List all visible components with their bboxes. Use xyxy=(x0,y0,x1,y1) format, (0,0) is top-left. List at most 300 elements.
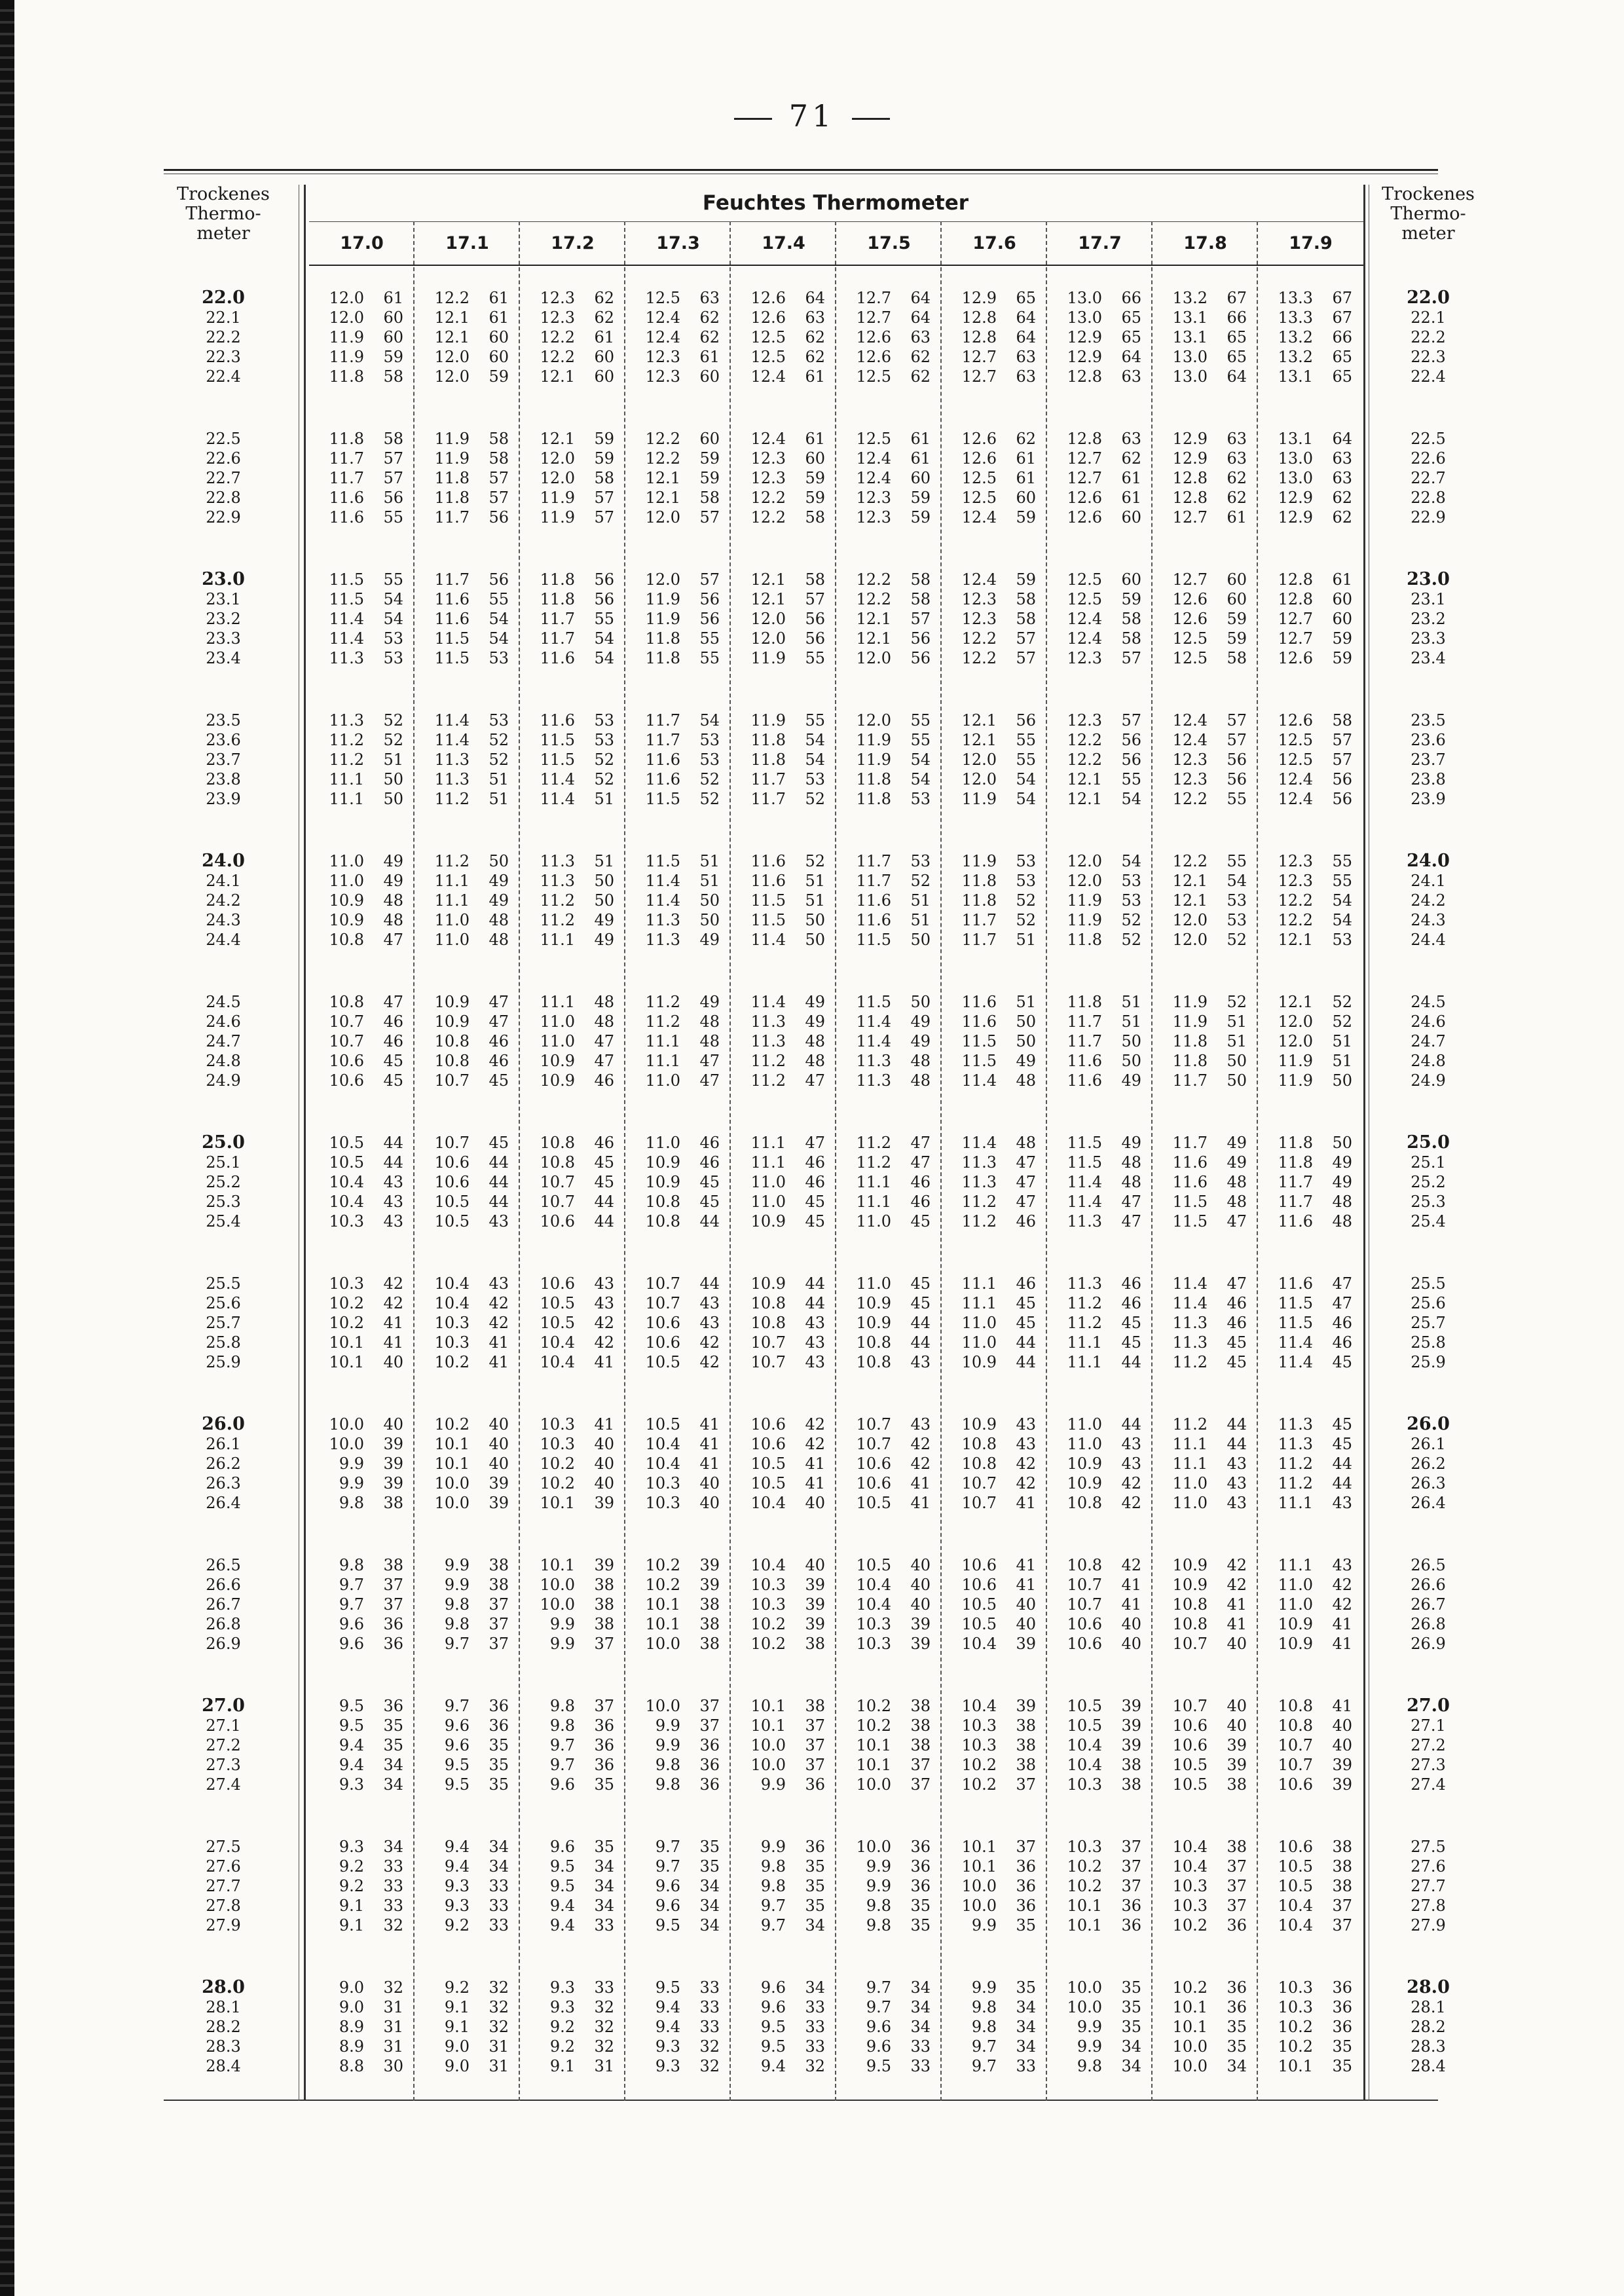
dew-point-value: 11.5 xyxy=(645,790,680,808)
relative-humidity-value: 38 xyxy=(383,1556,403,1574)
dew-point-value: 10.8 xyxy=(1278,1716,1313,1735)
dew-point-value: 10.3 xyxy=(1067,1838,1102,1856)
dew-point-value: 9.5 xyxy=(549,1877,575,1895)
dew-point-value: 12.0 xyxy=(434,348,470,366)
table-cell xyxy=(1258,488,1363,508)
dew-point-value: 12.8 xyxy=(1067,367,1102,386)
table-cell xyxy=(625,1454,731,1473)
dew-point-value: 9.2 xyxy=(339,1857,364,1876)
dew-point-value: 11.2 xyxy=(329,750,364,769)
relative-humidity-value: 35 xyxy=(1016,1916,1036,1935)
relative-humidity-value: 33 xyxy=(489,1877,509,1895)
relative-humidity-value: 42 xyxy=(1016,1474,1036,1492)
table-cell xyxy=(520,308,625,327)
table-row xyxy=(164,1634,1446,1654)
dew-point-value: 12.3 xyxy=(540,308,575,327)
dry-temperature-right: 23.3 xyxy=(1411,629,1446,648)
dew-point-value: 10.0 xyxy=(329,1415,364,1434)
dew-point-value: 11.5 xyxy=(1172,1193,1208,1211)
relative-humidity-value: 63 xyxy=(1227,430,1247,448)
table-cell xyxy=(836,1434,942,1454)
dew-point-value: 12.3 xyxy=(856,489,891,507)
table-cell xyxy=(731,1493,836,1513)
table-cell xyxy=(309,930,415,950)
table-cell xyxy=(1153,851,1258,871)
relative-humidity-value: 51 xyxy=(805,872,825,890)
dew-point-value: 10.7 xyxy=(1067,1576,1102,1594)
dew-point-value: 10.7 xyxy=(961,1474,997,1492)
table-cell xyxy=(520,347,625,367)
dew-point-value: 11.9 xyxy=(645,590,680,608)
dew-point-value: 11.7 xyxy=(1067,1012,1102,1031)
dew-point-value: 11.6 xyxy=(750,872,786,890)
dew-point-value: 12.4 xyxy=(750,367,786,386)
dew-point-value: 11.0 xyxy=(750,1173,786,1191)
table-row xyxy=(164,1555,1446,1575)
table-cell xyxy=(1047,1274,1153,1293)
table-cell xyxy=(942,367,1047,386)
table-cell xyxy=(1153,1313,1258,1333)
dry-temperature-right: 27.9 xyxy=(1411,1916,1446,1935)
dew-point-value: 9.2 xyxy=(444,1916,470,1935)
dew-point-value: 13.2 xyxy=(1278,348,1313,366)
table-cell xyxy=(836,1415,942,1434)
dry-temperature-left: 26.6 xyxy=(206,1576,241,1594)
relative-humidity-value: 39 xyxy=(910,1635,931,1653)
relative-humidity-value: 46 xyxy=(1332,1314,1352,1332)
relative-humidity-value: 43 xyxy=(594,1294,614,1312)
relative-humidity-value: 33 xyxy=(805,2018,825,2036)
table-cell xyxy=(731,871,836,891)
dry-temperature-left: 26.3 xyxy=(206,1474,241,1492)
relative-humidity-value: 59 xyxy=(1227,629,1247,648)
relative-humidity-value: 49 xyxy=(699,931,720,949)
relative-humidity-value: 54 xyxy=(805,731,825,749)
relative-humidity-value: 59 xyxy=(910,489,931,507)
dew-point-value: 12.4 xyxy=(1172,731,1208,749)
table-cell xyxy=(731,1978,836,1997)
dew-point-value: 12.6 xyxy=(1067,508,1102,527)
table-cell xyxy=(942,347,1047,367)
dew-point-value: 11.3 xyxy=(645,911,680,929)
table-cell xyxy=(836,1473,942,1493)
dry-temperature-right: 23.7 xyxy=(1411,750,1446,769)
relative-humidity-value: 51 xyxy=(805,891,825,910)
dew-point-value: 10.3 xyxy=(434,1314,470,1332)
dew-point-value: 11.8 xyxy=(1278,1134,1313,1152)
table-cell xyxy=(625,930,731,950)
relative-humidity-value: 36 xyxy=(489,1716,509,1735)
dew-point-value: 11.0 xyxy=(856,1212,891,1231)
relative-humidity-value: 47 xyxy=(1332,1294,1352,1312)
relative-humidity-value: 36 xyxy=(1332,1978,1352,1997)
table-cell xyxy=(1047,1896,1153,1916)
dew-point-value: 12.9 xyxy=(961,289,997,307)
table-cell xyxy=(1258,1352,1363,1372)
relative-humidity-value: 53 xyxy=(594,731,614,749)
table-cell xyxy=(1153,1696,1258,1716)
table-cell xyxy=(1258,1876,1363,1896)
relative-humidity-value: 52 xyxy=(1016,891,1036,910)
table-cell xyxy=(1047,711,1153,730)
table-cell xyxy=(1258,2037,1363,2056)
dew-point-value: 13.0 xyxy=(1067,289,1102,307)
table-row xyxy=(164,1595,1446,1614)
dew-point-value: 11.9 xyxy=(961,790,997,808)
table-cell xyxy=(309,1575,415,1595)
dew-point-value: 12.4 xyxy=(750,430,786,448)
table-cell xyxy=(520,1696,625,1716)
table-cell xyxy=(1047,1031,1153,1051)
dew-point-value: 12.2 xyxy=(961,629,997,648)
dew-point-value: 11.9 xyxy=(856,731,891,749)
table-cell xyxy=(625,1415,731,1434)
table-cell xyxy=(309,891,415,910)
table-cell xyxy=(1047,1051,1153,1071)
table-cell xyxy=(309,1493,415,1513)
table-cell xyxy=(1047,1415,1153,1434)
dew-point-value: 10.6 xyxy=(856,1454,891,1473)
dew-point-value: 10.6 xyxy=(329,1071,364,1090)
table-cell xyxy=(625,1133,731,1153)
relative-humidity-value: 54 xyxy=(910,770,931,788)
dew-point-value: 11.1 xyxy=(856,1173,891,1191)
relative-humidity-value: 50 xyxy=(1227,1071,1247,1090)
dew-point-value: 11.6 xyxy=(540,649,575,667)
dew-point-value: 11.6 xyxy=(1172,1173,1208,1191)
relative-humidity-value: 47 xyxy=(805,1071,825,1090)
dew-point-value: 9.8 xyxy=(339,1556,364,1574)
relative-humidity-value: 40 xyxy=(594,1454,614,1473)
table-cell xyxy=(1153,1172,1258,1192)
dew-point-value: 10.8 xyxy=(329,993,364,1011)
table-cell xyxy=(625,629,731,648)
dew-point-value: 11.4 xyxy=(856,1032,891,1050)
dew-point-value: 9.9 xyxy=(339,1454,364,1473)
relative-humidity-value: 34 xyxy=(594,1897,614,1915)
dry-temperature-right: 25.1 xyxy=(1411,1153,1446,1172)
table-cell xyxy=(731,1172,836,1192)
table-cell xyxy=(520,1454,625,1473)
table-cell xyxy=(625,1352,731,1372)
dry-temperature-left: 22.0 xyxy=(202,287,245,308)
table-cell xyxy=(309,1012,415,1031)
relative-humidity-value: 50 xyxy=(1016,1032,1036,1050)
dew-point-value: 10.3 xyxy=(1067,1775,1102,1794)
table-cell xyxy=(1047,730,1153,750)
relative-humidity-value: 59 xyxy=(699,469,720,487)
relative-humidity-value: 61 xyxy=(805,367,825,386)
dew-point-value: 9.9 xyxy=(655,1736,680,1754)
dew-point-value: 10.2 xyxy=(329,1314,364,1332)
relative-humidity-value: 45 xyxy=(594,1173,614,1191)
table-cell xyxy=(520,1051,625,1071)
table-cell xyxy=(625,769,731,789)
dew-point-value: 11.1 xyxy=(961,1294,997,1312)
relative-humidity-value: 33 xyxy=(594,1978,614,1997)
table-cell xyxy=(415,308,520,327)
relative-humidity-value: 62 xyxy=(699,308,720,327)
dew-point-value: 11.1 xyxy=(540,993,575,1011)
dew-point-value: 10.0 xyxy=(750,1736,786,1754)
table-cell xyxy=(625,1876,731,1896)
dew-point-value: 10.9 xyxy=(540,1052,575,1070)
dew-point-value: 11.7 xyxy=(645,711,680,730)
relative-humidity-value: 35 xyxy=(1016,1978,1036,1997)
dew-point-value: 11.3 xyxy=(645,931,680,949)
table-row xyxy=(164,589,1446,609)
relative-humidity-value: 32 xyxy=(489,1978,509,1997)
table-cell xyxy=(1258,1696,1363,1716)
dew-point-value: 10.7 xyxy=(1278,1756,1313,1774)
table-cell xyxy=(731,468,836,488)
dew-point-value: 10.1 xyxy=(645,1595,680,1614)
table-row xyxy=(164,1896,1446,1916)
dry-temperature-left: 23.5 xyxy=(206,711,241,730)
table-cell xyxy=(1258,930,1363,950)
dew-point-value: 9.5 xyxy=(655,1916,680,1935)
table-cell xyxy=(415,1313,520,1333)
table-top-rule xyxy=(164,169,1438,171)
dew-point-value: 11.7 xyxy=(961,911,997,929)
dew-point-value: 12.1 xyxy=(434,328,470,346)
dry-temperature-right: 25.0 xyxy=(1407,1132,1450,1153)
table-row xyxy=(164,569,1450,589)
dew-point-value: 9.2 xyxy=(549,2037,575,2056)
relative-humidity-value: 39 xyxy=(489,1474,509,1492)
table-cell xyxy=(1047,288,1153,308)
dew-point-value: 12.0 xyxy=(1172,911,1208,929)
relative-humidity-value: 35 xyxy=(805,1857,825,1876)
relative-humidity-value: 52 xyxy=(805,790,825,808)
dry-temperature-right: 23.1 xyxy=(1411,590,1446,608)
dew-point-value: 10.0 xyxy=(645,1635,680,1653)
table-cell xyxy=(731,1212,836,1231)
relative-humidity-value: 59 xyxy=(594,449,614,468)
dew-point-value: 11.7 xyxy=(1278,1173,1313,1191)
dry-temperature-left: 24.8 xyxy=(206,1052,241,1070)
dew-point-value: 12.1 xyxy=(540,430,575,448)
dew-point-value: 10.6 xyxy=(434,1153,470,1172)
dew-point-value: 11.2 xyxy=(856,1134,891,1152)
dew-point-value: 10.9 xyxy=(1278,1615,1313,1633)
table-cell xyxy=(731,1755,836,1775)
table-cell xyxy=(625,1313,731,1333)
dew-point-value: 11.6 xyxy=(856,891,891,910)
relative-humidity-value: 36 xyxy=(1016,1857,1036,1876)
dew-point-value: 10.5 xyxy=(329,1153,364,1172)
dry-temperature-right: 24.7 xyxy=(1411,1032,1446,1050)
table-cell xyxy=(731,1454,836,1473)
table-cell xyxy=(520,327,625,347)
dry-temperature-left: 27.6 xyxy=(206,1857,241,1876)
wet-column-header: 17.4 xyxy=(762,233,805,253)
relative-humidity-value: 35 xyxy=(1121,2018,1141,2036)
table-cell xyxy=(836,711,942,730)
relative-humidity-value: 41 xyxy=(805,1454,825,1473)
table-cell xyxy=(1153,1614,1258,1634)
table-cell xyxy=(415,1133,520,1153)
dew-point-value: 13.0 xyxy=(1172,367,1208,386)
relative-humidity-value: 42 xyxy=(1227,1556,1247,1574)
relative-humidity-value: 57 xyxy=(1121,711,1141,730)
dew-point-value: 11.3 xyxy=(856,1071,891,1090)
table-cell xyxy=(1258,910,1363,930)
relative-humidity-value: 54 xyxy=(910,750,931,769)
dew-point-value: 12.5 xyxy=(1278,750,1313,769)
relative-humidity-value: 45 xyxy=(805,1212,825,1231)
dew-point-value: 10.8 xyxy=(434,1052,470,1070)
table-cell xyxy=(836,2037,942,2056)
relative-humidity-value: 50 xyxy=(594,872,614,890)
dew-point-value: 12.2 xyxy=(645,430,680,448)
dry-temperature-left: 27.7 xyxy=(206,1877,241,1895)
relative-humidity-value: 52 xyxy=(489,750,509,769)
dew-point-value: 12.7 xyxy=(1278,629,1313,648)
table-cell xyxy=(731,327,836,347)
relative-humidity-value: 33 xyxy=(910,2037,931,2056)
dew-point-value: 10.7 xyxy=(329,1032,364,1050)
table-cell xyxy=(942,851,1047,871)
table-cell xyxy=(942,1735,1047,1755)
table-cell xyxy=(731,1896,836,1916)
table-cell xyxy=(415,1333,520,1352)
table-cell xyxy=(1258,1051,1363,1071)
relative-humidity-value: 42 xyxy=(699,1353,720,1371)
table-cell xyxy=(520,891,625,910)
relative-humidity-value: 60 xyxy=(699,367,720,386)
relative-humidity-value: 43 xyxy=(910,1415,931,1434)
relative-humidity-value: 60 xyxy=(805,449,825,468)
relative-humidity-value: 40 xyxy=(383,1415,403,1434)
table-row xyxy=(164,468,1446,488)
table-cell xyxy=(1153,1293,1258,1313)
dew-point-value: 11.8 xyxy=(1067,993,1102,1011)
table-cell xyxy=(1153,1837,1258,1857)
table-cell xyxy=(1047,1775,1153,1794)
dew-point-value: 12.1 xyxy=(645,469,680,487)
dew-point-value: 12.1 xyxy=(1067,790,1102,808)
dew-point-value: 13.0 xyxy=(1172,348,1208,366)
dew-point-value: 10.3 xyxy=(856,1635,891,1653)
relative-humidity-value: 47 xyxy=(1016,1173,1036,1191)
table-cell xyxy=(836,327,942,347)
relative-humidity-value: 31 xyxy=(489,2057,509,2075)
relative-humidity-value: 39 xyxy=(1332,1756,1352,1774)
table-cell xyxy=(309,2056,415,2076)
dew-point-value: 11.2 xyxy=(1278,1454,1313,1473)
table-cell xyxy=(520,910,625,930)
relative-humidity-value: 64 xyxy=(1227,367,1247,386)
relative-humidity-value: 33 xyxy=(910,2057,931,2075)
dry-temperature-left: 26.2 xyxy=(206,1454,241,1473)
relative-humidity-value: 46 xyxy=(1121,1294,1141,1312)
dew-point-value: 11.1 xyxy=(645,1052,680,1070)
table-cell xyxy=(1153,1415,1258,1434)
table-cell xyxy=(731,429,836,449)
dew-point-value: 9.1 xyxy=(549,2057,575,2075)
table-cell xyxy=(942,1916,1047,1935)
dew-point-value: 12.3 xyxy=(961,590,997,608)
dew-point-value: 12.4 xyxy=(645,328,680,346)
relative-humidity-value: 58 xyxy=(1227,649,1247,667)
table-cell xyxy=(1153,730,1258,750)
table-cell xyxy=(1258,1172,1363,1192)
relative-humidity-value: 55 xyxy=(1227,790,1247,808)
table-cell xyxy=(309,570,415,589)
table-cell xyxy=(520,711,625,730)
table-cell xyxy=(1047,327,1153,347)
relative-humidity-value: 53 xyxy=(489,649,509,667)
relative-humidity-value: 58 xyxy=(805,570,825,589)
relative-humidity-value: 52 xyxy=(1121,911,1141,929)
table-cell xyxy=(1258,1293,1363,1313)
table-cell xyxy=(520,1192,625,1212)
table-cell xyxy=(1047,1716,1153,1735)
dew-point-value: 11.2 xyxy=(434,852,470,870)
relative-humidity-value: 33 xyxy=(699,1998,720,2016)
table-cell xyxy=(942,1415,1047,1434)
table-row xyxy=(164,1454,1446,1473)
dew-point-value: 12.7 xyxy=(961,367,997,386)
dew-point-value: 10.9 xyxy=(750,1212,786,1231)
table-cell xyxy=(731,1614,836,1634)
table-cell xyxy=(415,629,520,648)
dew-point-value: 12.8 xyxy=(961,328,997,346)
relative-humidity-value: 39 xyxy=(383,1474,403,1492)
table-cell xyxy=(415,1274,520,1293)
table-cell xyxy=(1047,2017,1153,2037)
table-cell xyxy=(836,789,942,809)
relative-humidity-value: 46 xyxy=(1227,1314,1247,1332)
dry-temperature-left: 22.3 xyxy=(206,348,241,366)
dew-point-value: 11.0 xyxy=(1172,1474,1208,1492)
table-cell xyxy=(309,1415,415,1434)
dry-temperature-left: 24.4 xyxy=(206,931,241,949)
relative-humidity-value: 37 xyxy=(1227,1897,1247,1915)
dry-temperature-left: 26.8 xyxy=(206,1615,241,1633)
table-cell xyxy=(836,1735,942,1755)
table-row xyxy=(164,1716,1446,1735)
relative-humidity-value: 67 xyxy=(1332,289,1352,307)
wet-column-header: 17.7 xyxy=(1078,233,1122,253)
table-row xyxy=(164,1434,1446,1454)
table-cell xyxy=(1258,648,1363,668)
dew-point-value: 10.8 xyxy=(1067,1556,1102,1574)
relative-humidity-value: 39 xyxy=(805,1595,825,1614)
relative-humidity-value: 41 xyxy=(1332,1615,1352,1633)
dew-point-value: 10.5 xyxy=(750,1454,786,1473)
dry-temperature-right: 22.7 xyxy=(1411,469,1446,487)
dew-point-value: 9.4 xyxy=(339,1756,364,1774)
relative-humidity-value: 41 xyxy=(383,1314,403,1332)
table-cell xyxy=(1258,429,1363,449)
dew-point-value: 11.1 xyxy=(329,770,364,788)
relative-humidity-value: 56 xyxy=(383,489,403,507)
relative-humidity-value: 37 xyxy=(699,1716,720,1735)
relative-humidity-value: 53 xyxy=(489,711,509,730)
dry-temperature-right: 26.4 xyxy=(1411,1494,1446,1512)
table-cell xyxy=(625,1997,731,2017)
dew-point-value: 9.4 xyxy=(444,1857,470,1876)
dew-point-value: 9.4 xyxy=(339,1736,364,1754)
table-cell xyxy=(942,449,1047,468)
dew-point-value: 9.7 xyxy=(339,1595,364,1614)
table-cell xyxy=(1047,1876,1153,1896)
dew-point-value: 10.1 xyxy=(329,1333,364,1352)
table-cell xyxy=(1258,508,1363,527)
relative-humidity-value: 58 xyxy=(910,590,931,608)
